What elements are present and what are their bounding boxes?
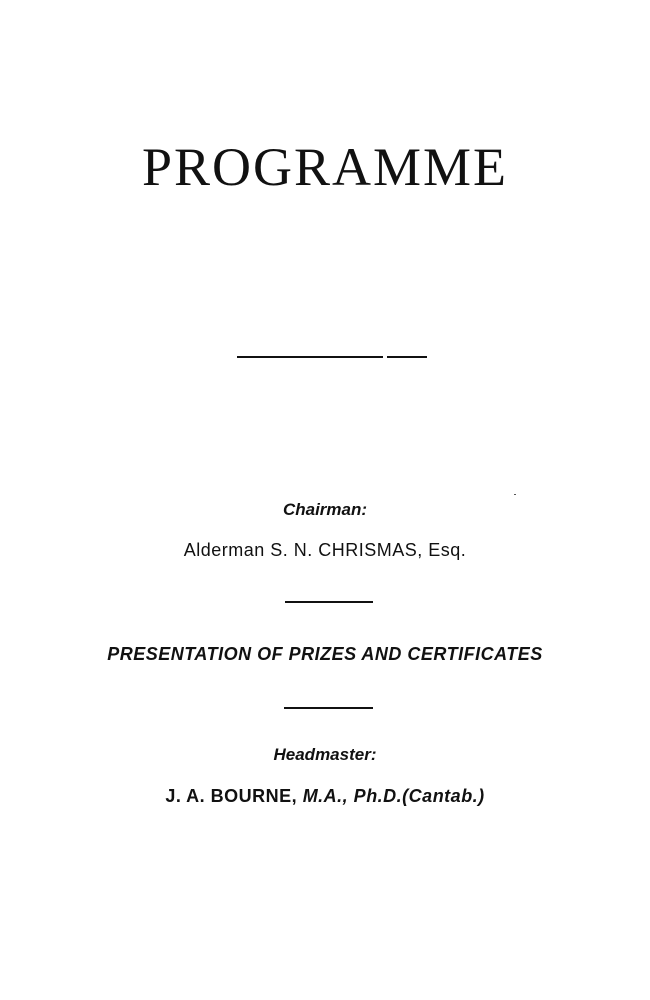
event-heading: PRESENTATION OF PRIZES AND CERTIFICATES xyxy=(107,644,543,664)
headmaster-qualifications: M.A., Ph.D.(Cantab.) xyxy=(302,786,485,806)
rule-gap xyxy=(383,356,387,358)
headmaster-name: J. A. BOURNE, xyxy=(165,786,298,806)
headmaster-label: Headmaster: xyxy=(273,745,377,764)
page-title: PROGRAMME xyxy=(141,137,509,197)
print-speck xyxy=(514,494,516,495)
divider-rule xyxy=(284,707,373,709)
divider-rule xyxy=(285,601,373,603)
chairman-label: Chairman: xyxy=(282,500,368,519)
divider-rule xyxy=(237,356,427,358)
headmaster-name-line xyxy=(0,786,650,807)
chairman-name: Alderman S. N. CHRISMAS, Esq. xyxy=(183,540,467,560)
